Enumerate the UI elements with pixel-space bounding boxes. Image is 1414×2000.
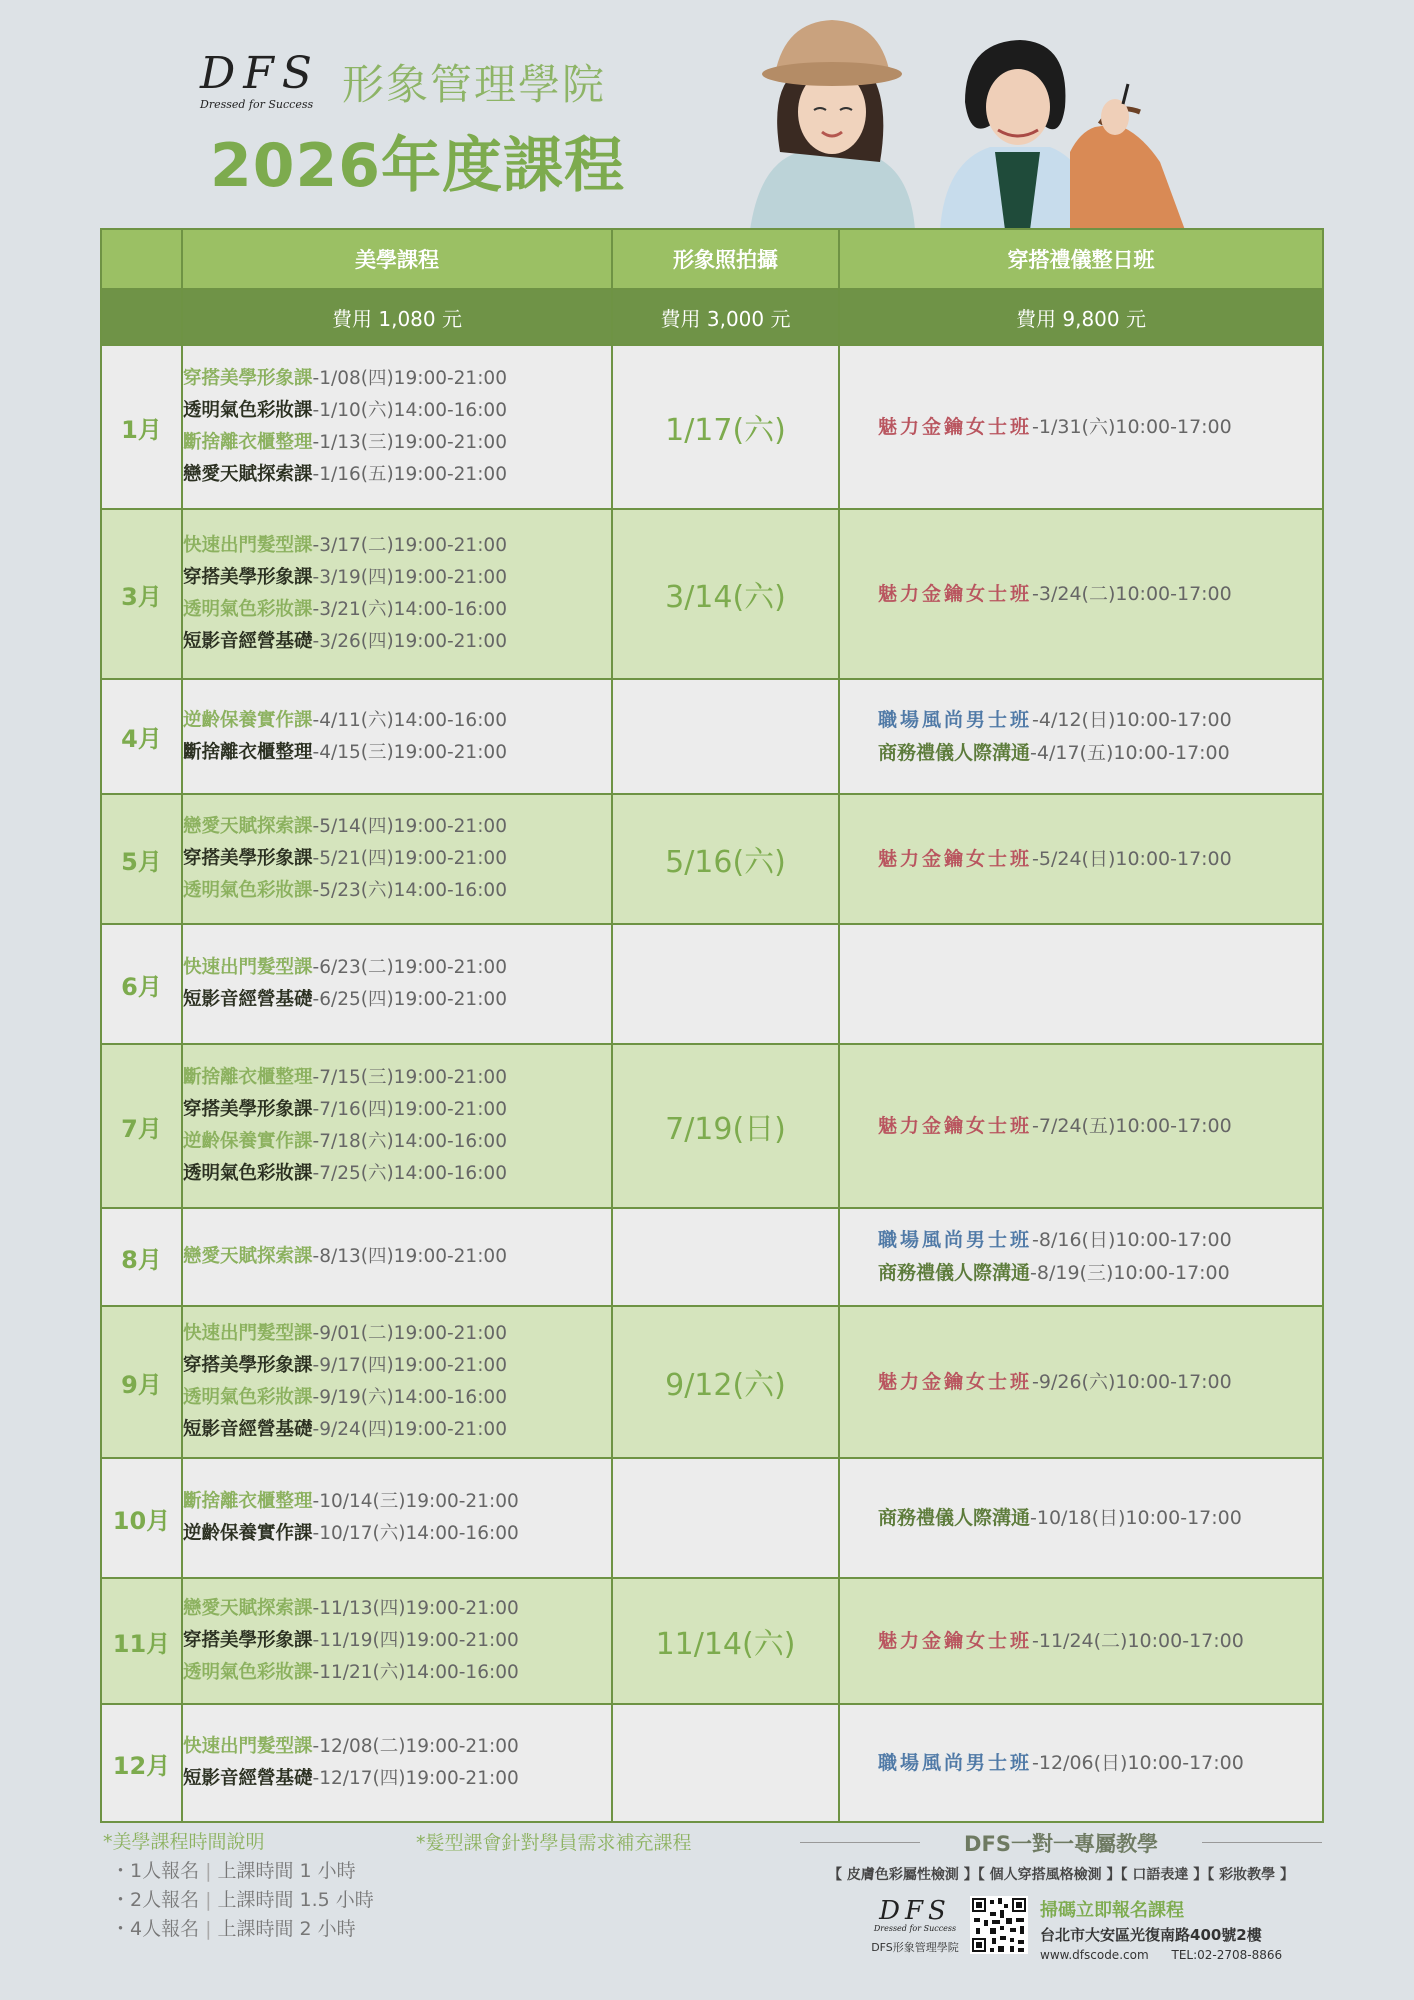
daylong-class-cell (839, 1704, 1323, 1822)
models-photo (740, 12, 1200, 230)
daylong-class-name: 職場風尚男士班 (878, 708, 1033, 731)
course-name: 短影音經營基礎 (183, 1768, 313, 1789)
daylong-class-cell (839, 1208, 1323, 1306)
daylong-class-time: -5/24(日)10:00-17:00 (1032, 847, 1232, 870)
photo-session-date (612, 1704, 839, 1822)
course-item (183, 1486, 611, 1518)
daylong-class-name: 商務禮儀人際溝通 (878, 1506, 1031, 1529)
daylong-class-time: -3/24(二)10:00-17:00 (1032, 582, 1232, 605)
col-header-daylong: 穿搭禮儀整日班 (839, 229, 1323, 289)
aesthetics-courses-cell (182, 1044, 612, 1208)
course-item (183, 1657, 611, 1689)
daylong-class-name: 魅力金鑰女士班 (878, 1114, 1033, 1137)
aesthetics-courses-cell (182, 1306, 612, 1458)
course-name: 穿搭美學形象課 (183, 848, 313, 869)
note-signup: ・4人報名 (111, 1918, 200, 1940)
course-name: 戀愛天賦探索課 (183, 1246, 313, 1267)
fee-corner-cell (101, 289, 182, 345)
course-time: -8/13(四)19:00-21:00 (312, 1246, 507, 1267)
daylong-class-cell (839, 924, 1323, 1044)
course-time: -9/24(四)19:00-21:00 (312, 1419, 507, 1440)
daylong-class-name: 魅力金鑰女士班 (878, 415, 1033, 438)
note-line: ・4人報名 | 上課時間 2 小時 (111, 1918, 356, 1940)
fee-photo: 費用 3,000 元 (612, 289, 839, 345)
course-time-notes (103, 1828, 374, 1944)
photo-session-date: 3/14(六) (612, 509, 839, 679)
course-name: 透明氣色彩妝課 (183, 1387, 313, 1408)
qr-code-icon[interactable] (970, 1896, 1028, 1954)
course-name: 穿搭美學形象課 (183, 567, 313, 588)
note-signup: ・1人報名 (111, 1860, 200, 1882)
daylong-class-name: 魅力金鑰女士班 (878, 1629, 1033, 1652)
course-name: 透明氣色彩妝課 (183, 880, 313, 901)
photo-session-date (612, 1208, 839, 1306)
note-line: ・2人報名 | 上課時間 1.5 小時 (111, 1889, 374, 1911)
course-time: -6/25(四)19:00-21:00 (312, 989, 507, 1010)
fee-aesthetics: 費用 1,080 元 (182, 289, 612, 345)
course-time: -12/17(四)19:00-21:00 (312, 1768, 519, 1789)
course-item (183, 1518, 611, 1550)
month-label: 7月 (101, 1044, 182, 1208)
daylong-class-cell (839, 1578, 1323, 1704)
photo-session-date (612, 924, 839, 1044)
course-name: 透明氣色彩妝課 (183, 1163, 313, 1184)
daylong-class-name: 商務禮儀人際溝通 (878, 1262, 1031, 1284)
course-item (183, 705, 611, 737)
course-time: -10/14(三)19:00-21:00 (312, 1491, 519, 1512)
course-item (183, 1382, 611, 1414)
course-name: 逆齡保養實作課 (183, 1131, 313, 1152)
daylong-class-time: -11/24(二)10:00-17:00 (1032, 1629, 1244, 1652)
course-name: 穿搭美學形象課 (183, 1099, 313, 1120)
course-time: -11/21(六)14:00-16:00 (312, 1662, 519, 1683)
service-tags: 【 皮膚色彩屬性檢測 】【 個人穿搭風格檢測 】【 口語表達 】【 彩妝教學 】 (828, 1867, 1294, 1883)
course-item (183, 1414, 611, 1446)
course-name: 穿搭美學形象課 (183, 1355, 313, 1376)
photo-session-date: 9/12(六) (612, 1306, 839, 1458)
aesthetics-courses-cell (182, 1458, 612, 1578)
course-item (183, 427, 611, 459)
month-row (101, 1208, 1323, 1306)
month-row (101, 924, 1323, 1044)
course-time: -1/13(三)19:00-21:00 (312, 432, 507, 453)
course-item (183, 1350, 611, 1382)
aesthetics-courses-cell (182, 509, 612, 679)
note-duration: 上課時間 1.5 小時 (217, 1889, 374, 1911)
aesthetics-courses-cell (182, 794, 612, 924)
daylong-class-time: -12/06(日)10:00-17:00 (1032, 1751, 1244, 1774)
daylong-class-item (840, 1625, 1322, 1658)
course-item (183, 984, 611, 1016)
logo-mark: DFS (200, 48, 320, 99)
daylong-class-time: -1/31(六)10:00-17:00 (1032, 415, 1232, 438)
course-name: 透明氣色彩妝課 (183, 400, 313, 421)
aesthetics-courses-cell (182, 679, 612, 794)
scan-signup-text: 掃碼立即報名課程 (1040, 1900, 1184, 1921)
month-label: 12月 (101, 1704, 182, 1822)
course-name: 短影音經營基礎 (183, 631, 313, 652)
note-title: *美學課程時間說明 (103, 1831, 265, 1853)
month-row (101, 1044, 1323, 1208)
daylong-class-cell (839, 345, 1323, 509)
address: 台北市大安區光復南路400號2樓 (1040, 1926, 1262, 1944)
daylong-class-time: -10/18(日)10:00-17:00 (1030, 1506, 1242, 1529)
course-time: -6/23(二)19:00-21:00 (312, 957, 507, 978)
course-time: -3/26(四)19:00-21:00 (312, 631, 507, 652)
course-name: 透明氣色彩妝課 (183, 599, 313, 620)
course-item (183, 395, 611, 427)
course-time: -4/11(六)14:00-16:00 (312, 709, 507, 731)
note-signup: ・2人報名 (111, 1889, 200, 1911)
header-row (101, 229, 1323, 289)
daylong-class-name: 魅力金鑰女士班 (878, 847, 1033, 870)
month-row (101, 345, 1323, 509)
course-item (183, 1094, 611, 1126)
daylong-class-time: -4/17(五)10:00-17:00 (1030, 741, 1230, 764)
course-time: -5/21(四)19:00-21:00 (312, 848, 507, 869)
course-time: -7/15(三)19:00-21:00 (312, 1067, 507, 1088)
photo-session-date (612, 679, 839, 794)
daylong-class-time: -4/12(日)10:00-17:00 (1032, 708, 1232, 731)
footer-logo-tagline: Dressed for Success (873, 1924, 957, 1933)
daylong-class-time: -8/16(日)10:00-17:00 (1032, 1229, 1232, 1251)
month-label: 4月 (101, 679, 182, 794)
footer-logo (860, 1898, 970, 1955)
course-item (183, 875, 611, 907)
course-name: 快速出門髮型課 (183, 1736, 313, 1757)
course-name: 穿搭美學形象課 (183, 1630, 313, 1651)
hair-course-note: *髮型課會針對學員需求補充課程 (416, 1832, 692, 1854)
fee-row (101, 289, 1323, 345)
daylong-class-item (840, 578, 1322, 611)
col-header-photo: 形象照拍攝 (612, 229, 839, 289)
dfs-logo (200, 48, 330, 111)
page-header (0, 0, 1414, 230)
daylong-class-item (840, 1110, 1322, 1143)
photo-session-date: 7/19(日) (612, 1044, 839, 1208)
course-time: -3/21(六)14:00-16:00 (312, 599, 507, 620)
footer-logo-name: DFS形象管理學院 (871, 1941, 959, 1954)
note-duration: 上課時間 2 小時 (217, 1918, 356, 1940)
course-item (183, 811, 611, 843)
daylong-class-time: -7/24(五)10:00-17:00 (1032, 1114, 1232, 1137)
course-item (183, 1158, 611, 1190)
course-item (183, 843, 611, 875)
course-item (183, 594, 611, 626)
daylong-class-time: -8/19(三)10:00-17:00 (1030, 1262, 1230, 1284)
daylong-class-item (840, 737, 1322, 770)
daylong-class-item (840, 843, 1322, 876)
logo-tagline: Dressed for Success (200, 98, 314, 111)
photo-session-date (612, 1458, 839, 1578)
course-name: 快速出門髮型課 (183, 1323, 313, 1344)
month-row (101, 1704, 1323, 1822)
month-row (101, 794, 1323, 924)
month-row (101, 679, 1323, 794)
course-time: -9/19(六)14:00-16:00 (312, 1387, 507, 1408)
course-time: -1/16(五)19:00-21:00 (312, 464, 507, 485)
daylong-class-item (840, 1366, 1322, 1399)
course-name: 逆齡保養實作課 (183, 1523, 313, 1544)
month-row (101, 509, 1323, 679)
note-duration: 上課時間 1 小時 (217, 1860, 356, 1882)
photo-session-date: 11/14(六) (612, 1578, 839, 1704)
month-row (101, 1458, 1323, 1578)
course-item (183, 363, 611, 395)
month-label: 8月 (101, 1208, 182, 1306)
course-item (183, 459, 611, 491)
course-time: -9/01(二)19:00-21:00 (312, 1323, 507, 1344)
course-name: 戀愛天賦探索課 (183, 464, 313, 485)
daylong-class-cell (839, 794, 1323, 924)
corner-cell (101, 229, 182, 289)
daylong-class-cell (839, 679, 1323, 794)
course-name: 逆齡保養實作課 (183, 709, 313, 731)
course-item (183, 737, 611, 769)
course-item (183, 1062, 611, 1094)
course-time: -1/08(四)19:00-21:00 (312, 368, 507, 389)
daylong-class-name: 魅力金鑰女士班 (878, 582, 1033, 605)
aesthetics-courses-cell (182, 1208, 612, 1306)
footer-logo-mark: DFS (879, 1896, 951, 1926)
month-label: 1月 (101, 345, 182, 509)
course-time: -5/23(六)14:00-16:00 (312, 880, 507, 901)
dfs-promo (800, 1828, 1322, 1962)
month-row (101, 1306, 1323, 1458)
contact-info (1040, 1896, 1282, 1962)
col-header-aesthetics: 美學課程 (182, 229, 612, 289)
daylong-class-item (840, 1502, 1322, 1535)
course-item (183, 1763, 611, 1795)
daylong-class-cell (839, 1044, 1323, 1208)
daylong-class-name: 魅力金鑰女士班 (878, 1370, 1033, 1393)
photo-session-date: 5/16(六) (612, 794, 839, 924)
course-time: -3/17(二)19:00-21:00 (312, 535, 507, 556)
daylong-class-item (840, 704, 1322, 737)
month-label: 5月 (101, 794, 182, 924)
course-item (183, 1126, 611, 1158)
month-label: 10月 (101, 1458, 182, 1578)
note-line: ・1人報名 | 上課時間 1 小時 (111, 1860, 356, 1882)
course-item (183, 1625, 611, 1657)
month-label: 3月 (101, 509, 182, 679)
course-item (183, 952, 611, 984)
course-time: -5/14(四)19:00-21:00 (312, 816, 507, 837)
daylong-class-cell (839, 1458, 1323, 1578)
course-schedule-table (100, 228, 1324, 1823)
course-name: 透明氣色彩妝課 (183, 1662, 313, 1683)
page-title: 2026年度課程 (210, 131, 625, 201)
course-name: 短影音經營基礎 (183, 989, 313, 1010)
month-label: 11月 (101, 1578, 182, 1704)
course-item (183, 626, 611, 658)
website-phone: www.dfscode.com TEL:02-2708-8866 (1040, 1948, 1283, 1962)
course-name: 穿搭美學形象課 (183, 368, 313, 389)
course-time: -11/13(四)19:00-21:00 (312, 1598, 519, 1619)
course-time: -7/16(四)19:00-21:00 (312, 1099, 507, 1120)
fee-daylong: 費用 9,800 元 (839, 289, 1323, 345)
course-time: -9/17(四)19:00-21:00 (312, 1355, 507, 1376)
course-item (183, 1241, 611, 1273)
course-item (183, 1593, 611, 1625)
course-name: 戀愛天賦探索課 (183, 1598, 313, 1619)
month-label: 6月 (101, 924, 182, 1044)
course-name: 斷捨離衣櫃整理 (183, 1491, 313, 1512)
course-time: -4/15(三)19:00-21:00 (312, 741, 507, 763)
daylong-class-name: 職場風尚男士班 (878, 1751, 1033, 1774)
daylong-class-cell (839, 1306, 1323, 1458)
daylong-class-cell (839, 509, 1323, 679)
course-item (183, 1731, 611, 1763)
aesthetics-courses-cell (182, 924, 612, 1044)
course-name: 斷捨離衣櫃整理 (183, 1067, 313, 1088)
daylong-class-time: -9/26(六)10:00-17:00 (1032, 1370, 1232, 1393)
course-time: -10/17(六)14:00-16:00 (312, 1523, 519, 1544)
course-time: -11/19(四)19:00-21:00 (312, 1630, 519, 1651)
course-item (183, 562, 611, 594)
daylong-class-item (840, 1224, 1322, 1257)
dfs-promo-title: DFS一對一專屬教學 (800, 1828, 1322, 1858)
daylong-class-name: 商務禮儀人際溝通 (878, 741, 1031, 764)
course-name: 斷捨離衣櫃整理 (183, 432, 313, 453)
course-time: -1/10(六)14:00-16:00 (312, 400, 507, 421)
course-name: 戀愛天賦探索課 (183, 816, 313, 837)
course-time: -7/25(六)14:00-16:00 (312, 1163, 507, 1184)
course-time: -7/18(六)14:00-16:00 (312, 1131, 507, 1152)
page-footer (0, 1820, 1414, 2000)
school-name: 形象管理學院 (342, 60, 607, 109)
aesthetics-courses-cell (182, 1704, 612, 1822)
aesthetics-courses-cell (182, 345, 612, 509)
course-item (183, 530, 611, 562)
daylong-class-item (840, 1257, 1322, 1290)
course-name: 快速出門髮型課 (183, 957, 313, 978)
course-name: 短影音經營基礎 (183, 1419, 313, 1440)
daylong-class-name: 職場風尚男士班 (878, 1229, 1033, 1251)
course-name: 快速出門髮型課 (183, 535, 313, 556)
month-row (101, 1578, 1323, 1704)
daylong-class-item (840, 411, 1322, 444)
course-name: 斷捨離衣櫃整理 (183, 741, 313, 763)
course-time: -3/19(四)19:00-21:00 (312, 567, 507, 588)
aesthetics-courses-cell (182, 1578, 612, 1704)
course-item (183, 1318, 611, 1350)
photo-session-date: 1/17(六) (612, 345, 839, 509)
daylong-class-item (840, 1747, 1322, 1780)
month-label: 9月 (101, 1306, 182, 1458)
course-time: -12/08(二)19:00-21:00 (312, 1736, 519, 1757)
